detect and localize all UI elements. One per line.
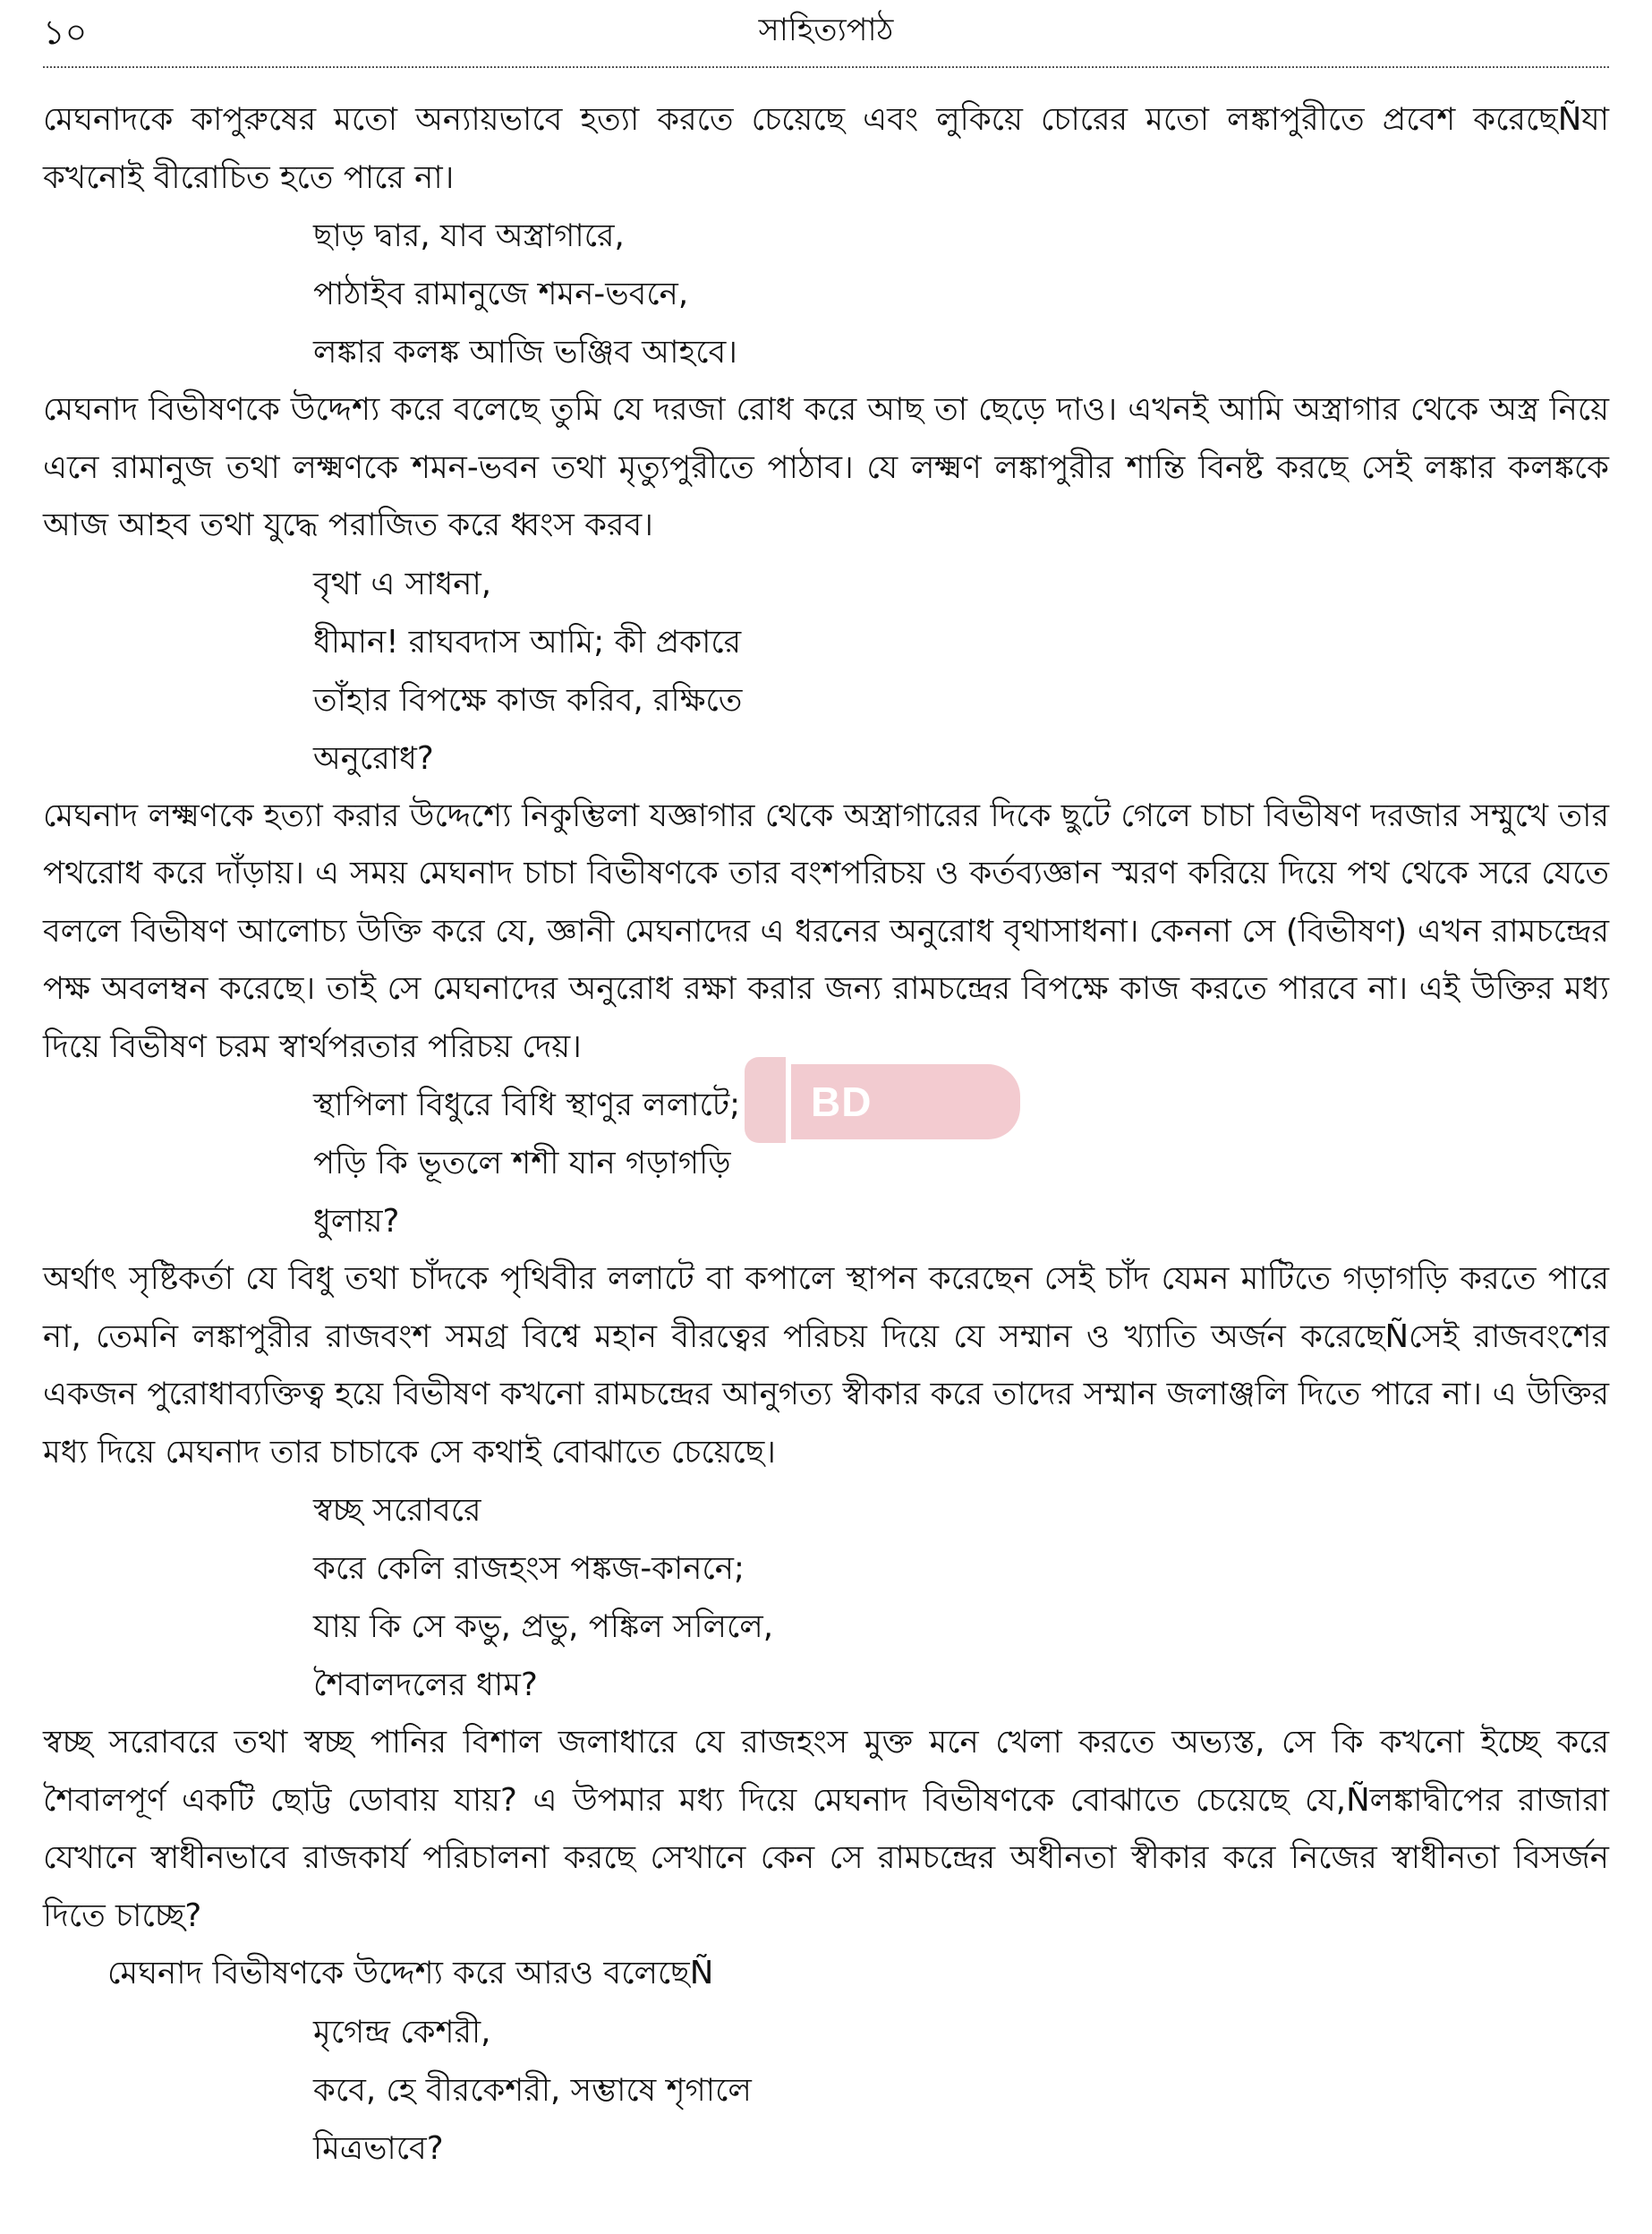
verse-line: শৈবালদলের ধাম? [313,1667,538,1703]
verse-line: যায় কি সে কভু, প্রভু, পঙ্কিল সলিলে, [313,1608,773,1645]
prose-paragraph: মেঘনাদকে কাপুরুষের মতো অন্যায়ভাবে হত্যা করতে চেয়েছে এবং লুকিয়ে চোরের মতো লঙ্কাপুরীতে প্রবেশ করেছেÑযা কখনোই বীরোচিত হতে পারে না। [43,101,1609,196]
header-dotted-rule [43,66,1609,68]
verse-line: বৃথা এ সাধনা, [313,565,492,602]
verse-line: মৃগেন্দ্র কেশরী, [313,2013,491,2051]
prose-paragraph: মেঘনাদ লক্ষ্মণকে হত্যা করার উদ্দেশ্যে নিকুম্ভিলা যজ্ঞাগার থেকে অস্ত্রাগারের দিকে ছুটে গেলে চাচা বিভীষণ দরজার সম্মুখে তার পথরোধ করে দাঁড়ায়। এ সময় মেঘনাদ চাচা বিভীষণকে তার বংশপরিচয় ও কর্তব্যজ্ঞান স্মরণ করিয়ে দিয়ে পথ থেকে সরে যেতে বললে বিভীষণ আলোচ্য উক্তি করে যে, জ্ঞানী মেঘনাদের এ ধরনের অনুরোধ বৃথাসাধনা। কেননা সে (বিভীষণ) এখন রামচন্দ্রের পক্ষ অবলম্বন করেছে। তাই সে মেঘনাদের অনুরোধ রক্ষা করার জন্য রামচন্দ্রের বিপক্ষে কাজ করতে পারবে না। এই উক্তির মধ্য দিয়ে বিভীষণ চরম স্বার্থপরতার পরিচয় দেয়। [43,797,1609,1065]
page-number: ১০ [43,13,88,52]
indented-paragraph: মেঘনাদ বিভীষণকে উদ্দেশ্য করে আরও বলেছেÑ [107,1955,714,1991]
verse-line: ধুলায়? [313,1203,400,1240]
running-title: সাহিত্যপাঠ [758,13,894,48]
page-body [43,70,1609,2178]
verse-line: লঙ্কার কলঙ্ক আজি ভঞ্জিব আহবে। [313,334,737,371]
watermark-text: BD BOOKS [791,1064,1020,1139]
prose-paragraph: অর্থাৎ সৃষ্টিকর্তা যে বিধু তথা চাঁদকে পৃথিবীর ললাটে বা কপালে স্থাপন করেছেন সেই চাঁদ যেমন মাটিতে গড়াগড়ি করতে পারে না, তেমনি লঙ্কাপুরীর রাজবংশ সমগ্র বিশ্বে মহান বীরত্বের পরিচয় দিয়ে যে সম্মান ও খ্যাতি অর্জন করেছেÑসেই রাজবংশের একজন পুরোধাব্যক্তিত্ব হয়ে বিভীষণ কখনো রামচন্দ্রের আনুগত্য স্বীকার করে তাদের সম্মান জলাঞ্জলি দিতে পারে না। এ উক্তির মধ্য দিয়ে মেঘনাদ তার চাচাকে সে কথাই বোঝাতে চেয়েছে। [43,1260,1609,1471]
verse-stanza [43,2003,1609,2178]
verse-line: স্বচ্ছ সরোবরে [313,1492,481,1529]
verse-line: করে কেলি রাজহংস পঙ্কজ-কাননে; [313,1550,745,1587]
verse-line: পাঠাইব রামানুজে শমন-ভবনে, [313,276,689,312]
verse-line: স্থাপিলা বিধুরে বিধি স্থাণুর ললাটে; [313,1087,741,1123]
verse-stanza [43,1076,1609,1250]
book-page [43,0,1609,2234]
verse-stanza [43,555,1609,788]
verse-line: মিত্রভাবে? [313,2129,444,2167]
page-header [43,0,1609,70]
verse-line: কবে, হে বীরকেশরী, সম্ভাষে শৃগালে [313,2071,752,2109]
prose-paragraph: মেঘনাদ বিভীষণকে উদ্দেশ্য করে বলেছে তুমি যে দরজা রোধ করে আছ তা ছেড়ে দাও। এখনই আমি অস্ত্রাগার থেকে অস্ত্র নিয়ে এনে রামানুজ তথা লক্ষ্মণকে শমন-ভবন তথা মৃত্যুপুরীতে পাঠাব। যে লক্ষ্মণ লঙ্কাপুরীর শান্তি বিনষ্ট করছে সেই লঙ্কার কলঙ্ককে আজ আহব তথা যুদ্ধে পরাজিত করে ধ্বংস করব। [43,391,1609,543]
verse-line: ছাড় দ্বার, যাব অস্ত্রাগারে, [313,217,625,254]
verse-line: তাঁহার বিপক্ষে কাজ করিব, রক্ষিতে [313,681,743,719]
prose-paragraph: স্বচ্ছ সরোবরে তথা স্বচ্ছ পানির বিশাল জলাধারে যে রাজহংস মুক্ত মনে খেলা করতে অভ্যস্ত, সে কি কখনো ইচ্ছে করে শৈবালপূর্ণ একটি ছোট্ট ডোবায় যায়? এ উপমার মধ্য দিয়ে মেঘনাদ বিভীষণকে বোঝাতে চেয়েছে যে,Ñলঙ্কাদ্বীপের রাজারা যেখানে স্বাধীনভাবে রাজকার্য পরিচালনা করছে সেখানে কেন সে রামচন্দ্রের অধীনতা স্বীকার করে নিজের স্বাধীনতা বিসর্জন দিতে চাচ্ছে? [43,1724,1609,1934]
verse-stanza [43,207,1609,381]
verse-stanza [43,1481,1609,1714]
verse-line: ধীমান! রাঘবদাস আমি; কী প্রকারে [313,623,742,661]
verse-line: অনুরোধ? [313,739,434,777]
verse-line: পড়ি কি ভূতলে শশী যান গড়াগড়ি [313,1145,731,1181]
